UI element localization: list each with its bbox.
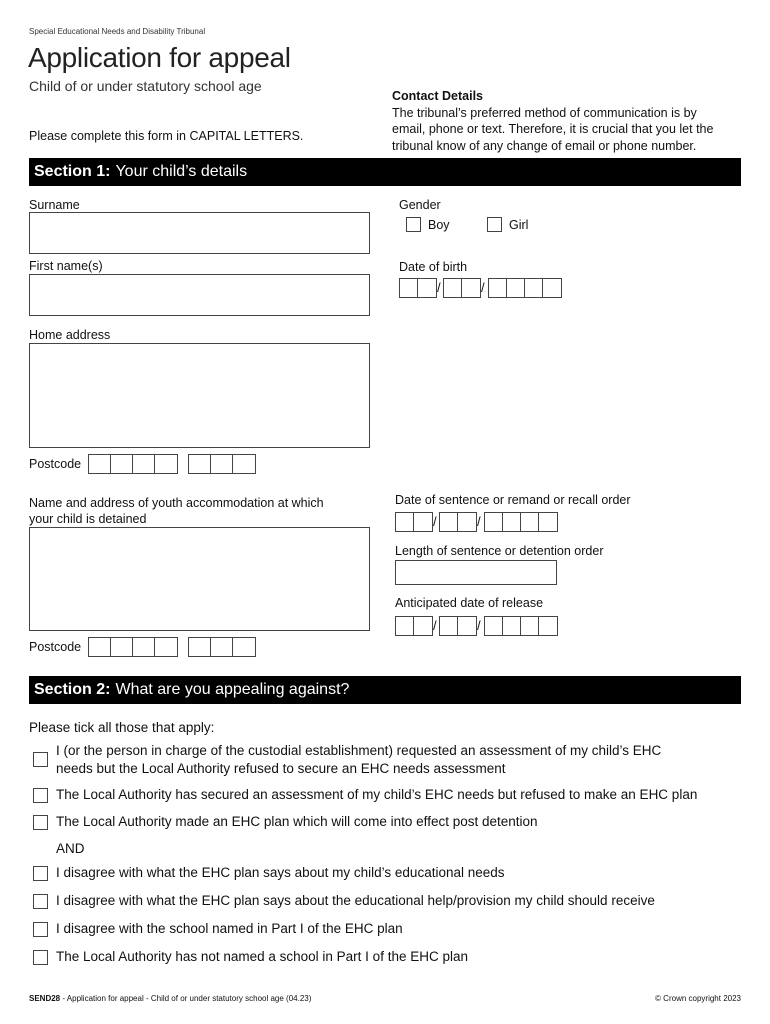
contact-line-3: tribunal know of any change of email or phone number. <box>392 138 697 153</box>
section-2-number: Section 2: <box>34 681 111 698</box>
release-year-field[interactable] <box>484 616 558 636</box>
postcode-label: Postcode <box>29 457 82 471</box>
option-6-text: I disagree with the school named in Part I of the EHC plan <box>56 921 403 936</box>
postcode-field-part-2[interactable] <box>188 454 256 474</box>
boy-checkbox[interactable] <box>406 217 421 232</box>
option-1-line-1: I (or the person in charge of the custodial establishment) requested an assessment of my child’s EHC <box>56 743 662 758</box>
section-1-label: Your child’s details <box>115 163 248 180</box>
sentence-date-label: Date of sentence or remand or recall order <box>395 493 631 507</box>
surname-label: Surname <box>29 198 80 212</box>
home-address-label: Home address <box>29 328 111 342</box>
section-1-header <box>29 158 741 186</box>
first-name-label: First name(s) <box>29 259 103 273</box>
option-7-checkbox[interactable] <box>33 950 48 965</box>
youth-accommodation-label-line-2: your child is detained <box>29 512 147 526</box>
tribunal-name: Special Educational Needs and Disability Tribunal <box>29 27 206 36</box>
footer-reference <box>29 994 311 1003</box>
option-4-checkbox[interactable] <box>33 866 48 881</box>
postcode-2-field-part-2[interactable] <box>188 637 256 657</box>
dob-day-field[interactable] <box>399 278 437 298</box>
dob-slash-1: / <box>437 280 441 295</box>
home-address-field[interactable] <box>29 343 370 448</box>
postcode-2-field-part-1[interactable] <box>88 637 178 657</box>
option-5-text: I disagree with what the EHC plan says about the educational help/provision my child should receive <box>56 893 655 908</box>
section-2-label: What are you appealing against? <box>115 681 350 698</box>
tick-instruction: Please tick all those that apply: <box>29 720 215 735</box>
page-title: Application for appeal <box>28 42 291 73</box>
gender-label: Gender <box>399 198 441 212</box>
youth-accommodation-label-line-1: Name and address of youth accommodation at which <box>29 496 324 510</box>
footer-description: - Application for appeal - Child of or under statutory school age (04.23) <box>60 994 312 1003</box>
dob-label: Date of birth <box>399 260 468 274</box>
surname-field[interactable] <box>29 212 370 254</box>
option-2-checkbox[interactable] <box>33 788 48 803</box>
section-1-number: Section 1: <box>34 163 111 180</box>
option-2-text: The Local Authority has secured an assessment of my child’s EHC needs but refused to make an EHC plan <box>56 787 698 802</box>
release-date-label: Anticipated date of release <box>395 596 544 610</box>
dob-slash-2: / <box>481 280 485 295</box>
option-7-text: The Local Authority has not named a school in Part I of the EHC plan <box>56 949 468 964</box>
sentence-day-field[interactable] <box>395 512 433 532</box>
youth-accommodation-label <box>29 495 324 527</box>
contact-heading: Contact Details <box>392 89 483 103</box>
release-month-field[interactable] <box>439 616 477 636</box>
youth-accommodation-field[interactable] <box>29 527 370 631</box>
footer-copyright: © Crown copyright 2023 <box>655 994 741 1003</box>
footer-code: SEND28 <box>29 994 61 1003</box>
contact-line-2: email, phone or text. Therefore, it is crucial that you let the <box>392 122 714 136</box>
option-3-text: The Local Authority made an EHC plan which will come into effect post detention <box>56 814 538 829</box>
and-label: AND <box>56 841 85 856</box>
option-1-text <box>56 742 736 778</box>
release-day-field[interactable] <box>395 616 433 636</box>
capital-letters-instruction: Please complete this form in CAPITAL LETTERS. <box>29 129 304 143</box>
dob-month-field[interactable] <box>443 278 481 298</box>
sentence-slash-1: / <box>433 514 437 529</box>
sentence-slash-2: / <box>477 514 481 529</box>
release-slash-1: / <box>433 618 437 633</box>
option-1-checkbox[interactable] <box>33 752 48 767</box>
page-subtitle: Child of or under statutory school age <box>29 78 262 94</box>
first-name-field[interactable] <box>29 274 370 316</box>
postcode-field-part-1[interactable] <box>88 454 178 474</box>
sentence-year-field[interactable] <box>484 512 558 532</box>
section-2-header <box>29 676 741 704</box>
postcode-2-label: Postcode <box>29 640 82 654</box>
sentence-month-field[interactable] <box>439 512 477 532</box>
sentence-length-label: Length of sentence or detention order <box>395 544 604 558</box>
girl-checkbox[interactable] <box>487 217 502 232</box>
contact-line-1: The tribunal’s preferred method of communication is by <box>392 105 697 120</box>
release-slash-2: / <box>477 618 481 633</box>
dob-year-field[interactable] <box>488 278 562 298</box>
sentence-length-field[interactable] <box>395 560 557 585</box>
boy-label: Boy <box>428 218 450 232</box>
option-1-line-2: needs but the Local Authority refused to secure an EHC needs assessment <box>56 761 506 776</box>
option-5-checkbox[interactable] <box>33 894 48 909</box>
option-4-text: I disagree with what the EHC plan says about my child’s educational needs <box>56 865 505 880</box>
option-3-checkbox[interactable] <box>33 815 48 830</box>
girl-label: Girl <box>509 218 529 232</box>
option-6-checkbox[interactable] <box>33 922 48 937</box>
contact-details <box>392 88 713 154</box>
